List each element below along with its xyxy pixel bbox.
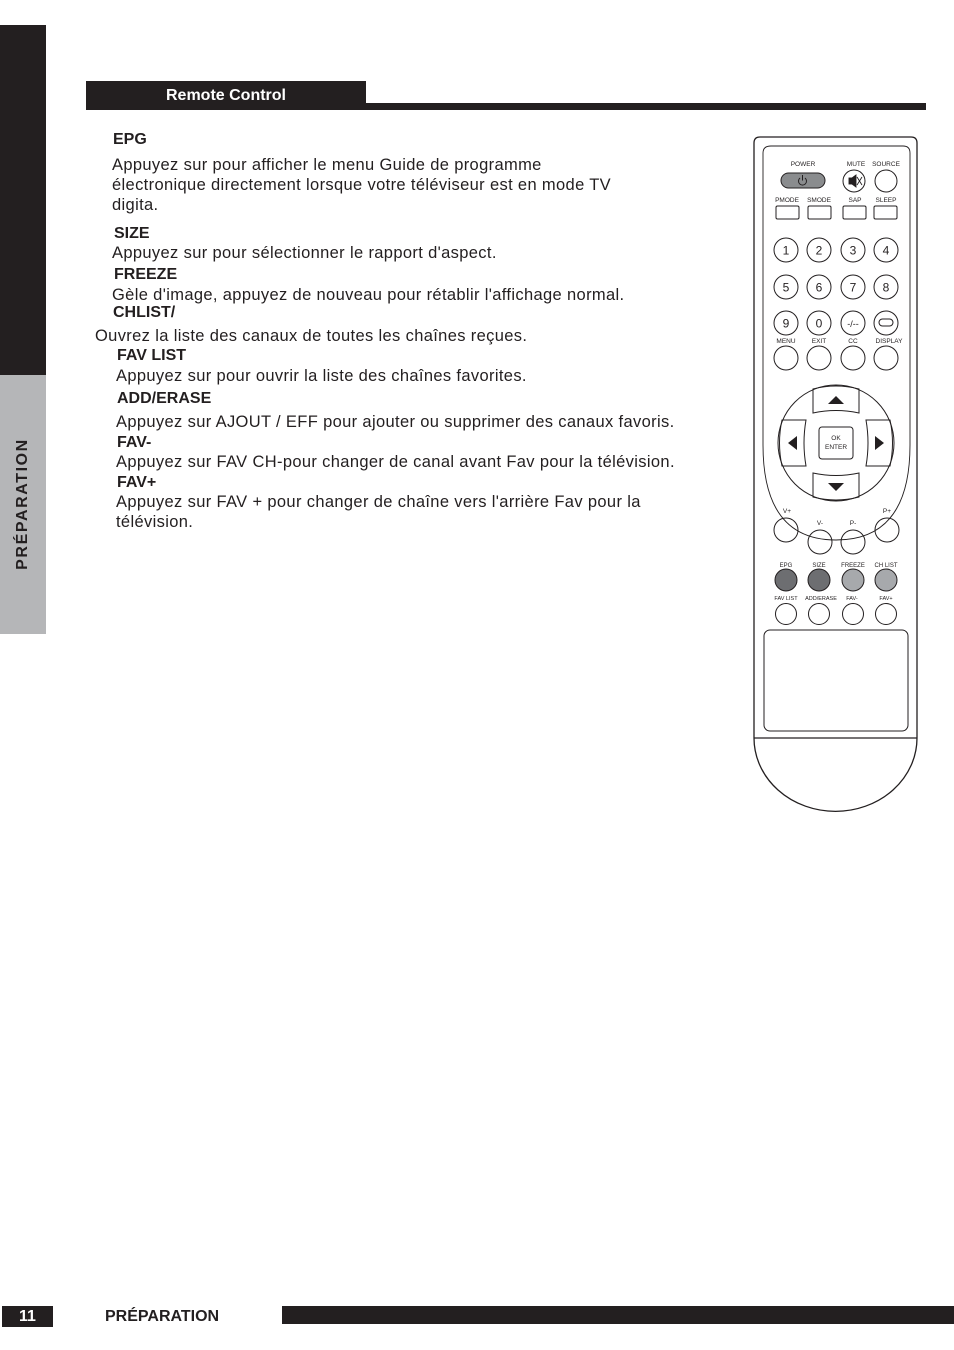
fav-minus-button: [843, 604, 864, 625]
remote-control-illustration: [752, 136, 922, 812]
remote-label-window: [764, 630, 908, 731]
section-title: Remote Control: [86, 81, 366, 110]
freeze-line-1: Gèle d'image, appuyez de nouveau pour rétablir l'affichage normal.: [112, 286, 625, 304]
heading-size: SIZE: [114, 225, 150, 242]
exit-button: [807, 346, 831, 370]
size-button: [808, 569, 830, 591]
label-power: POWER: [790, 161, 816, 168]
label-freeze: FREEZE: [841, 563, 865, 569]
digit-2-label: 2: [815, 243, 823, 258]
label-exit: EXIT: [811, 338, 827, 345]
epg-line-3: digita.: [112, 196, 159, 214]
heading-fav-list: FAV LIST: [117, 347, 187, 364]
footer-section-label: PRÉPARATION: [105, 1308, 220, 1325]
epg-button: [775, 569, 797, 591]
label-menu: MENU: [776, 338, 796, 345]
heading-chlist: CHLIST/: [113, 304, 176, 321]
label-fav-list: FAV LIST: [774, 596, 798, 602]
fav-plus-line-1: Appuyez sur FAV + pour changer de chaîne vers l'arrière Fav pour la: [116, 493, 641, 511]
digit-9-label: 9: [782, 316, 790, 331]
heading-fav-minus: FAV-: [117, 434, 152, 451]
remote-body: [754, 137, 917, 811]
label-size: SIZE: [812, 563, 826, 569]
label-vol-down: V-: [816, 520, 824, 527]
vol-down-button: [808, 530, 832, 554]
digit-0-label: 0: [815, 316, 823, 331]
fav-list-line-1: Appuyez sur pour ouvrir la liste des chaînes favorites.: [116, 367, 527, 385]
arrow-right-icon: [875, 436, 884, 450]
sleep-button: [874, 206, 897, 219]
page-number: 11: [2, 1306, 53, 1327]
fav-list-button: [776, 604, 797, 625]
label-fav-plus: FAV+: [879, 596, 893, 602]
ch-list-button: [875, 569, 897, 591]
footer-bar: [282, 1306, 954, 1324]
ok-label: OK: [831, 435, 841, 442]
heading-freeze: FREEZE: [114, 266, 178, 283]
menu-button: [774, 346, 798, 370]
label-display: DISPLAY: [875, 338, 903, 345]
epg-line-1: Appuyez sur pour afficher le menu Guide de programme: [112, 156, 542, 174]
label-epg: EPG: [779, 563, 793, 569]
fav-plus-button: [876, 604, 897, 625]
sap-button: [843, 206, 866, 219]
recall-icon: [879, 319, 893, 326]
arrow-up-icon: [828, 396, 844, 404]
fav-minus-line-1: Appuyez sur FAV CH-pour changer de canal avant Fav pour la télévision.: [116, 453, 675, 471]
mute-icon: [849, 175, 862, 187]
dash-label: -/--: [847, 319, 859, 329]
side-tab-label: PRÉPARATION: [14, 438, 31, 570]
pmode-button: [776, 206, 799, 219]
arrow-down-icon: [828, 483, 844, 491]
cc-button: [841, 346, 865, 370]
digit-3-label: 3: [849, 243, 857, 258]
fav-plus-line-2: télévision.: [116, 513, 194, 531]
arrow-left-icon: [788, 436, 797, 450]
label-add-erase: ADD/ERASE: [805, 596, 837, 602]
ok-enter-button: [819, 427, 853, 459]
digit-7-label: 7: [849, 280, 857, 295]
smode-button: [808, 206, 831, 219]
heading-add-erase: ADD/ERASE: [117, 390, 212, 407]
header-rule: [366, 103, 926, 110]
ch-down-button: [841, 530, 865, 554]
side-tab-dark: [0, 25, 46, 375]
add-erase-line-1: Appuyez sur AJOUT / EFF pour ajouter ou supprimer des canaux favoris.: [116, 413, 675, 431]
label-sleep: SLEEP: [875, 197, 897, 204]
heading-fav-plus: FAV+: [117, 474, 157, 491]
label-cc: CC: [848, 338, 858, 345]
label-mute: MUTE: [846, 161, 866, 168]
digit-1-label: 1: [782, 243, 790, 258]
label-fav-minus: FAV-: [846, 596, 858, 602]
chlist-line-1: Ouvrez la liste des canaux de toutes les chaînes reçues.: [95, 327, 528, 345]
digit-4-label: 4: [882, 243, 890, 258]
label-ch-up: P+: [882, 508, 892, 515]
enter-label: ENTER: [824, 444, 848, 451]
display-button: [874, 346, 898, 370]
label-smode: SMODE: [807, 197, 831, 204]
label-vol-up: V+: [782, 508, 792, 515]
source-button: [875, 170, 897, 192]
epg-line-2: électronique directement lorsque votre téléviseur est en mode TV: [112, 176, 612, 194]
recall-button: [874, 311, 898, 335]
label-source: SOURCE: [872, 161, 900, 168]
label-pmode: PMODE: [775, 197, 799, 204]
add-erase-button: [809, 604, 830, 625]
digit-5-label: 5: [782, 280, 790, 295]
size-line-1: Appuyez sur pour sélectionner le rapport d'aspect.: [112, 244, 497, 262]
label-ch-down: P-: [849, 520, 857, 527]
heading-epg: EPG: [113, 131, 147, 148]
label-sap: SAP: [848, 197, 862, 204]
digit-8-label: 8: [882, 280, 890, 295]
freeze-button: [842, 569, 864, 591]
digit-6-label: 6: [815, 280, 823, 295]
label-ch-list: CH LIST: [874, 563, 898, 569]
